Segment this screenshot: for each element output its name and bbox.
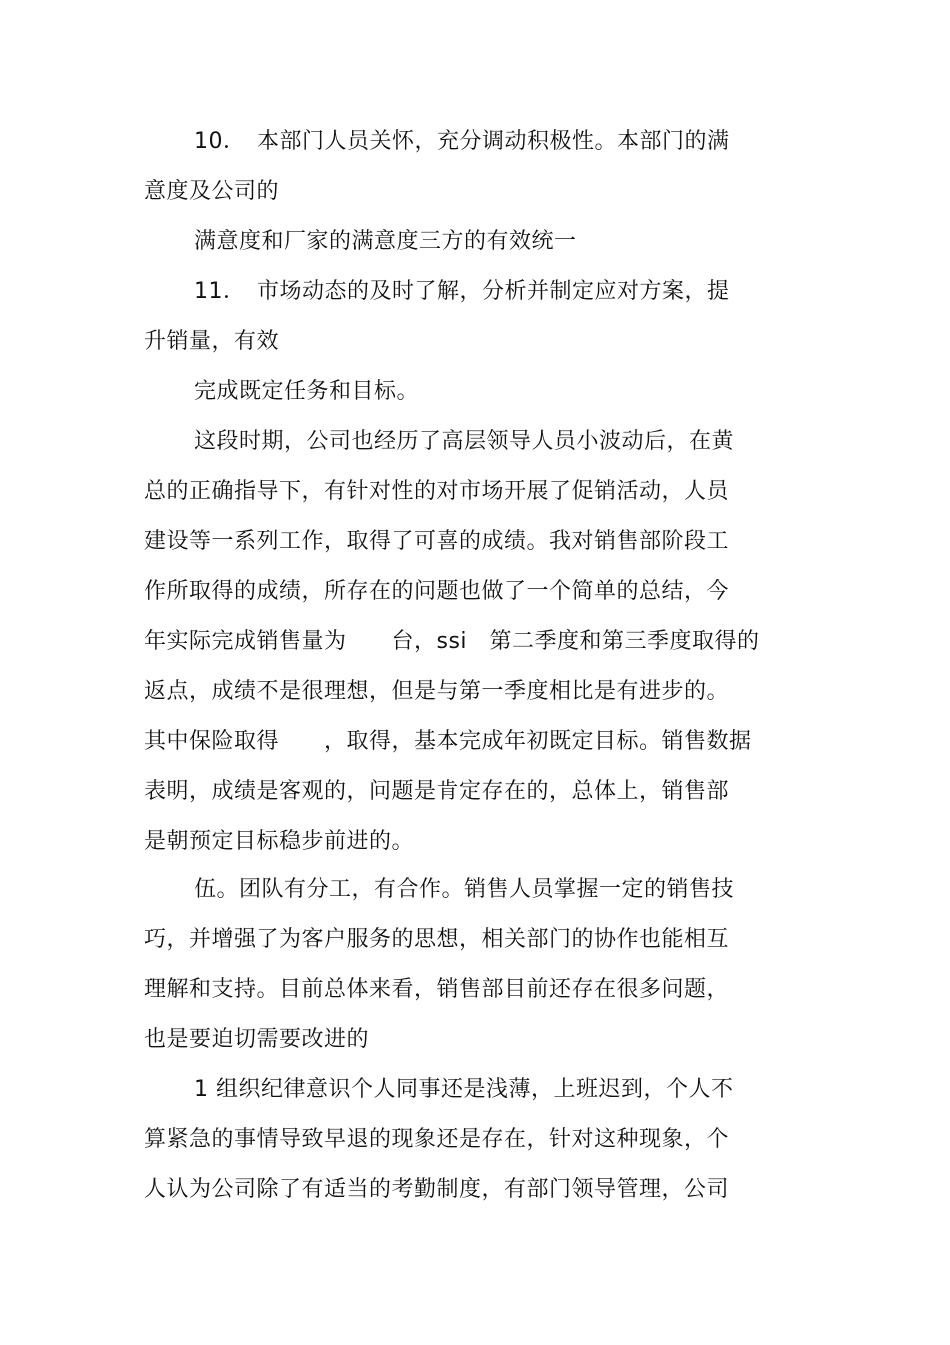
text-line: 作所取得的成绩，所存在的问题也做了一个简单的总结，今 [144,579,730,604]
text-line: 返点，成绩不是很理想，但是与第一季度相比是有进步的。 [144,679,730,704]
text-line: 意度及公司的 [144,179,280,204]
text-line: 也是要迫切需要改进的 [144,1027,370,1052]
text-line: 满意度和厂家的满意度三方的有效统一 [194,229,577,254]
text-line: 年实际完成销售量为 台，ssi 第二季度和第三季度取得的 [144,629,760,654]
text-line: 建设等一系列工作，取得了可喜的成绩。我对销售部阶段工 [144,529,730,554]
text-line: 完成既定任务和目标。 [194,379,420,404]
text-line: 伍。团队有分工，有合作。销售人员掌握一定的销售技 [194,877,735,902]
text-line: 升销量，有效 [144,329,280,354]
text-line: 总的正确指导下，有针对性的对市场开展了促销活动，人员 [144,479,730,504]
text-line: 巧，并增强了为客户服务的思想，相关部门的协作也能相互 [144,927,730,952]
text-line: 10． 本部门人员关怀，充分调动积极性。本部门的满 [194,129,730,154]
text-line: 这段时期，公司也经历了高层领导人员小波动后，在黄 [194,429,735,454]
text-line: 其中保险取得 ，取得，基本完成年初既定目标。销售数据 [144,729,752,754]
text-line: 1 组织纪律意识个人同事还是浅薄，上班迟到，个人不 [194,1077,734,1102]
text-line: 11． 市场动态的及时了解，分析并制定应对方案，提 [194,279,730,304]
text-line: 是朝预定目标稳步前进的。 [144,829,415,854]
text-line: 算紧急的事情导致早退的现象还是存在，针对这种现象，个 [144,1127,730,1152]
text-line: 理解和支持。目前总体来看，销售部目前还存在很多问题， [144,977,730,1002]
text-line: 表明，成绩是客观的，问题是肯定存在的，总体上，销售部 [144,779,730,804]
text-line: 人认为公司除了有适当的考勤制度，有部门领导管理，公司 [144,1177,730,1202]
